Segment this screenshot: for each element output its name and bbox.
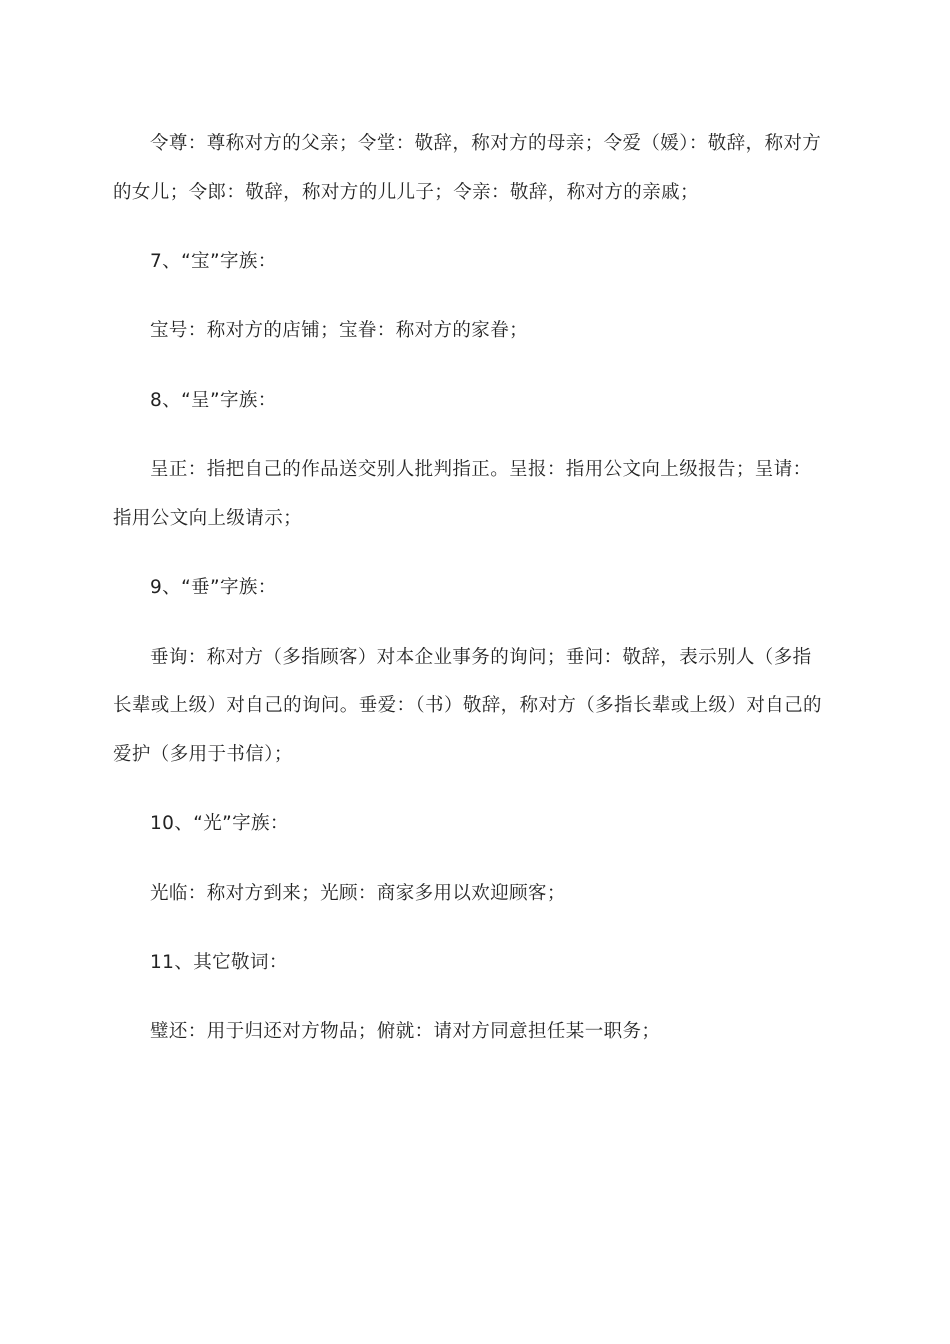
paragraph-cheng-words: 呈正：指把自己的作品送交别人批判指正。呈报：指用公文向上级报告；呈请：指用公文向上级请示； [113,459,812,529]
heading-cheng-words: 8、“呈”字族： [150,389,277,411]
heading-bao-words: 7、“宝”字族： [150,250,277,272]
heading-chui-words: 9、“垂”字族： [150,577,277,599]
paragraph-chui-words: 垂询：称对方（多指顾客）对本企业事务的询问；垂问：敬辞，表示别人（多指长辈或上级）对自己的询问。垂爱：（书）敬辞，称对方（多指长辈或上级）对自己的爱护（多用于书信）； [113,646,822,765]
heading-guang-words: 10、“光”字族： [150,813,289,835]
paragraph-guang-words: 光临：称对方到来；光顾：商家多用以欢迎顾客； [150,882,566,904]
paragraph-other-honorifics: 璧还：用于归还对方物品；俯就：请对方同意担任某一职务； [150,1021,661,1043]
document-page [113,120,825,1078]
paragraph-bao-words: 宝号：称对方的店铺；宝眷：称对方的家眷； [150,320,529,342]
paragraph-ling-words: 令尊：尊称对方的父亲；令堂：敬辞，称对方的母亲；令爱（媛）：敬辞，称对方的女儿；令郎：敬辞，称对方的儿儿子；令亲：敬辞，称对方的亲戚； [113,133,822,203]
heading-other-honorifics: 11、其它敬词： [150,951,288,973]
